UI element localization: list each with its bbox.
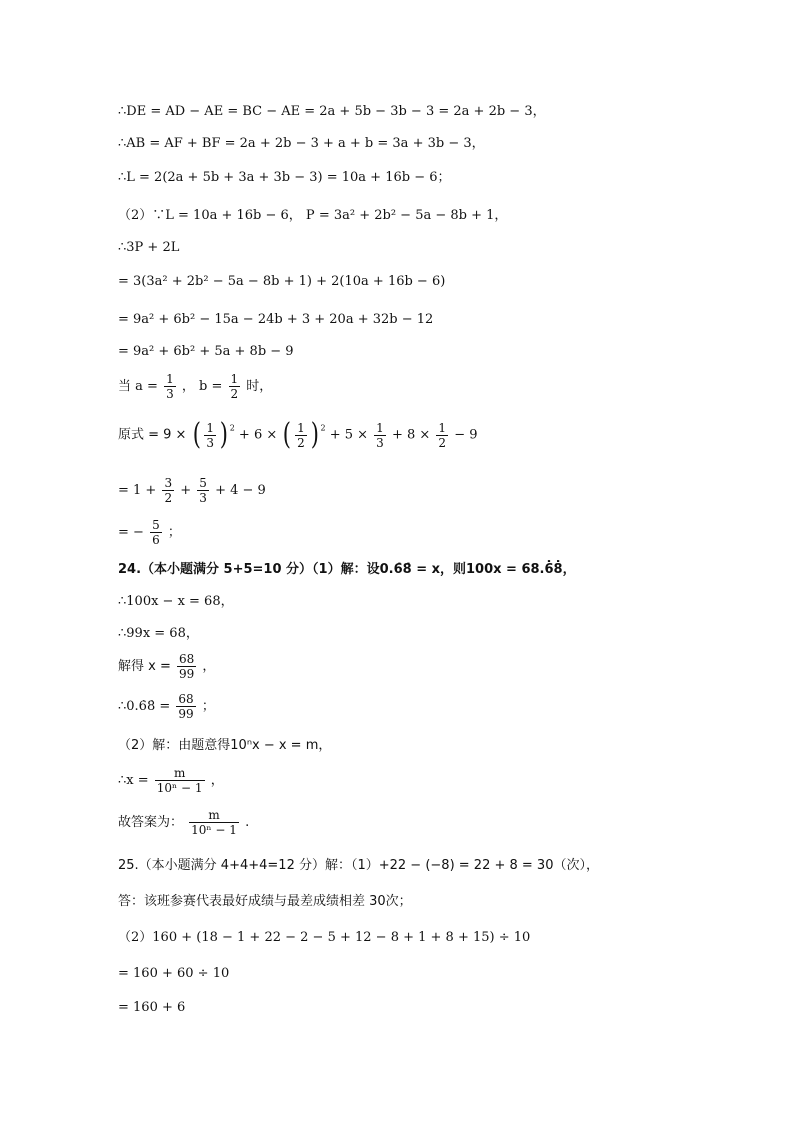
fraction-a [164,372,176,401]
conc24-fraction: $\frac{68}{99}$ [178,692,194,721]
orig-fraction-1: $\frac{1}{3}$ [206,420,214,450]
line-expand: = 3(3a² + 2b² − 5a − 8b + 1) + 2(10a + 16b − 6) [118,274,446,289]
orig-fraction-2: $\frac{1}{2}$ [297,420,305,450]
answer24-tail: . [245,815,250,830]
line-q24-part2 [118,738,331,754]
line-q25-step1: = 160 + 60 ÷ 10 [118,966,230,981]
line-q24-conclusion [118,692,215,721]
line-q24-answer [118,808,249,837]
line-q25-part2: （2）160 + (18 − 1 + 22 − 2 − 5 + 12 − 8 + 1 + 8 + 15) ÷ 10 [118,930,531,945]
line-q24-heading [118,562,576,578]
q24-heading: 24.（本小题满分 5+5=10 分）（1）解：设0.6̇8̇ = x，则100x = 68.6̇8̇， [118,562,576,577]
line-result [118,518,181,547]
when-a-eq: a = [135,379,158,394]
line-q25-answer [118,894,412,910]
fraction-a-num: 1 [166,372,174,386]
line-simplified: = 9a² + 6b² + 5a + 8b − 9 [118,344,294,359]
fraction-b [229,372,241,401]
line-q24-step1: ∴100x − x = 68， [118,594,234,609]
line-part2-given: （2）∵L = 10a + 16b − 6， P = 3a² + 2b² − 5a − 8b + 1， [118,208,508,223]
step1-plus: + [180,483,192,498]
line-q24-solve [118,652,215,681]
xm-prefix: ∴x = [118,773,149,788]
when-b-eq: b = [199,379,223,394]
line-q25-heading [118,858,599,874]
xm-fraction: $\frac{m}{\text{10ⁿ − 1}}$ [156,766,203,795]
solve24-tail: ， [202,659,216,674]
when-suffix: 时， [246,379,273,394]
when-prefix: 当 [118,379,132,394]
answer24-prefix: 故答案为： [118,815,184,830]
orig-fraction-4: $\frac{1}{2}$ [438,420,447,450]
orig-mid3: + 8 × [391,427,431,443]
step1-fraction-1: $\frac{3}{2}$ [164,476,173,505]
orig-square-1: 2 [229,423,235,433]
line-q24-step2: ∴99x = 68， [118,626,199,641]
result-fraction: $\frac{5}{6}$ [152,518,160,547]
orig-mid1: + 6 × [238,427,278,443]
orig-mid2: + 5 × [329,427,369,443]
answer24-fraction: $\frac{m}{\text{10ⁿ − 1}}$ [191,808,237,837]
line-l: ∴L = 2(2a + 5b + 3a + 3b − 3) = 10a + 16b − 6； [118,170,451,185]
line-q25-step2: = 160 + 6 [118,1000,186,1015]
result-tail: ； [167,525,181,540]
conc24-tail: ； [201,699,215,714]
conc24-prefix: ∴0.6̇8̇ = [118,699,171,714]
when-comma: ， [181,379,195,394]
line-de: ∴DE = AD − AE = BC − AE = 2a + 5b − 3b − 3 = 2a + 2b − 3， [118,104,546,119]
orig-tail: − 9 [454,427,478,443]
solve24-fraction: $\frac{68}{99}$ [179,652,195,681]
q24-part2: （2）解：由题意得10ⁿx − x = m， [118,738,332,753]
step1-prefix: = 1 + [118,483,157,498]
result-prefix: = − [118,525,144,540]
line-step1 [118,476,266,505]
step1-tail: + 4 − 9 [215,483,266,498]
line-3p2l: ∴3P + 2L [118,240,180,255]
fraction-b-num: 1 [230,372,239,386]
line-expanded: = 9a² + 6b² − 15a − 24b + 3 + 20a + 32b − 12 [118,312,434,327]
q25-heading: 25.（本小题满分 4+4+4=12 分）解：（1）+22 − (−8) = 22 + 8 = 30（次）， [118,858,599,873]
step1-fraction-2: $\frac{5}{3}$ [199,476,207,505]
orig-fraction-3: $\frac{1}{3}$ [376,420,384,450]
solve24-prefix: 解得 x = [118,659,171,674]
orig-square-2: 2 [320,423,326,433]
line-when [118,372,272,401]
xm-tail: ， [210,773,224,788]
line-q24-x [118,766,224,795]
fraction-b-den: 2 [230,387,239,401]
fraction-a-den: 3 [166,387,174,401]
orig-prefix: 原式 = 9 × [118,427,187,443]
line-original-expression: 原式 = 9 × ( $\frac{1}{3}$ ) $^2$ + 6 × ( $\frac{1}{2}$ ) $^2$ + 5 × $\frac{1}{3}$ + 8 × $\frac{1}{2}$ − 9 [118,417,478,452]
q25-answer: 答：该班参赛代表最好成绩与最差成绩相差 30次； [118,894,412,909]
line-ab: ∴AB = AF + BF = 2a + 2b − 3 + a + b = 3a + 3b − 3， [118,136,485,151]
